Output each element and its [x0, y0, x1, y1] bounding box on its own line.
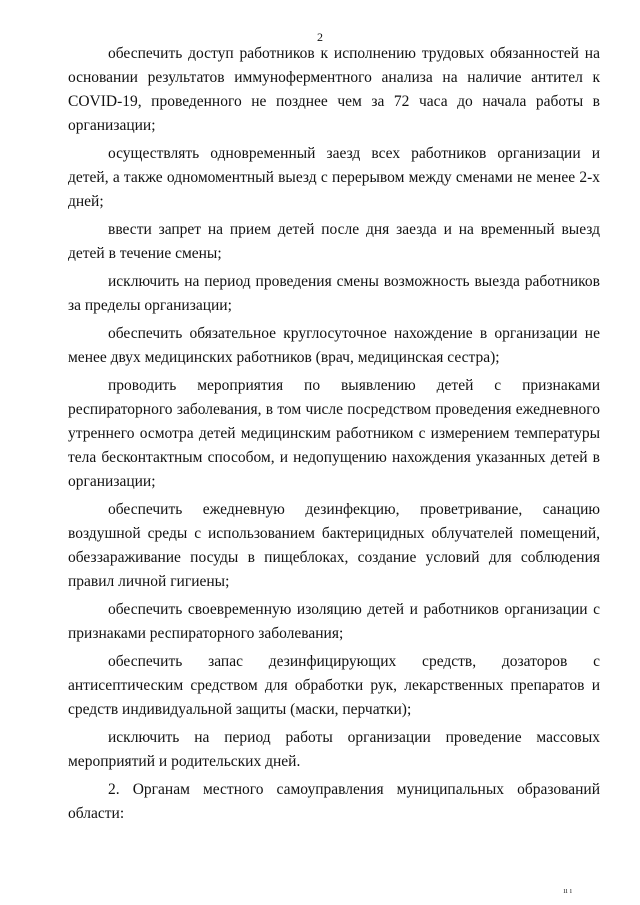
paragraph-3: ввести запрет на прием детей после дня заезда и на временный выезд детей в течение смены;: [68, 221, 600, 262]
paragraph-7: обеспечить ежедневную дезинфекцию, проветривание, санацию воздушной среды с использованием бактерицидных облучателей помещений, обеззараживание посуды в пищеблоках, создание условий для соблюдения правил личной гигиены;: [68, 501, 600, 590]
paragraph-10: исключить на период работы организации проведение массовых мероприятий и родительских дней.: [68, 729, 600, 770]
document-body: [68, 42, 600, 830]
paragraph-6: проводить мероприятия по выявлению детей с признаками респираторного заболевания, в том числе посредством проведения ежедневного утреннего осмотра детей медицинским работником с измерением температуры тела бесконтактным способом, и недопущению нахождения указанных детей в организации;: [68, 377, 600, 490]
paragraph-4: исключить на период проведения смены возможность выезда работников за пределы организации;: [68, 273, 600, 314]
paragraph-1: обеспечить доступ работников к исполнению трудовых обязанностей на основании результатов иммуноферментного анализа на наличие антител к COVID-19, проведенного не позднее чем за 72 часа до начала работы в организации;: [68, 45, 600, 134]
page-corner-mark: ıı ı: [563, 886, 572, 895]
page-number: 2: [317, 30, 323, 44]
paragraph-11: 2. Органам местного самоуправления муниципальных образований области:: [68, 781, 600, 822]
paragraph-5: обеспечить обязательное круглосуточное нахождение в организации не менее двух медицинских работников (врач, медицинская сестра);: [68, 325, 600, 366]
paragraph-8: обеспечить своевременную изоляцию детей и работников организации с признаками респираторного заболевания;: [68, 601, 600, 642]
paragraph-9: обеспечить запас дезинфицирующих средств, дозаторов с антисептическим средством для обработки рук, лекарственных препаратов и средств индивидуальной защиты (маски, перчатки);: [68, 653, 600, 718]
paragraph-2: осуществлять одновременный заезд всех работников организации и детей, а также одномоментный выезд с перерывом между сменами не менее 2-х дней;: [68, 145, 600, 210]
